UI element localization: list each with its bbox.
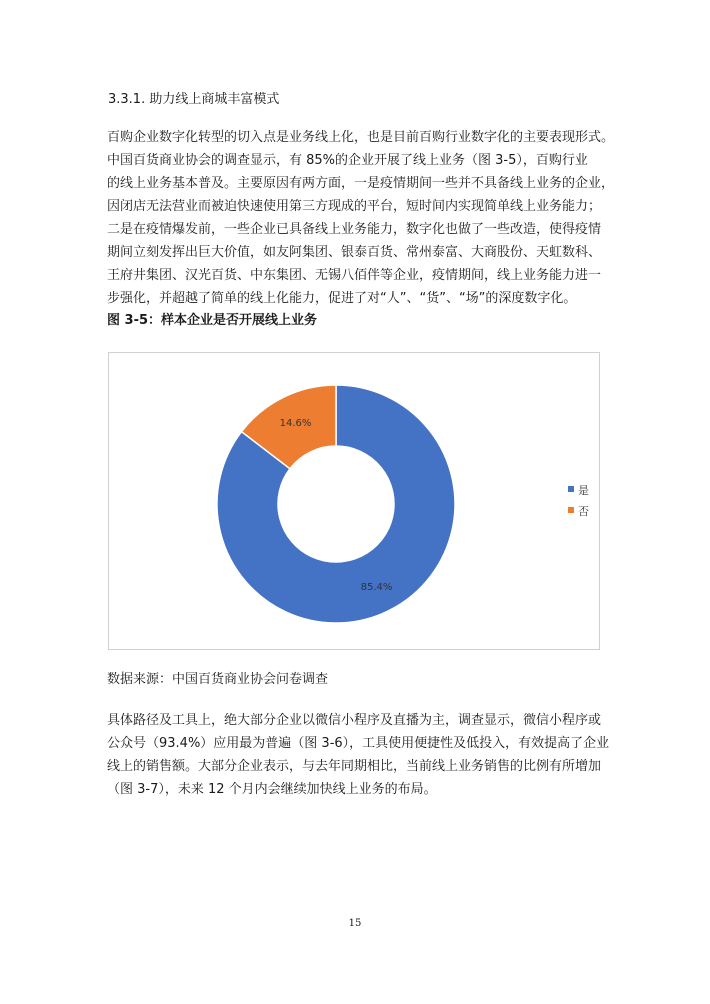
data-source-note: 数据来源：中国百货商业协会问卷调查 <box>107 672 329 687</box>
paragraph-line: 期间立刻发挥出巨大价值，如友阿集团、银泰百货、常州泰富、大商股份、天虹数科、 <box>107 245 602 260</box>
paragraph-line: 王府井集团、汉光百货、中东集团、无锡八佰伴等企业，疫情期间，线上业务能力进一 <box>107 268 602 283</box>
paragraph-line: 二是在疫情爆发前，一些企业已具备线上业务能力，数字化也做了一些改造，使得疫情 <box>107 222 602 237</box>
paragraph-line: 中国百货商业协会的调查显示，有 85%的企业开展了线上业务（图 3-5），百购行业 <box>107 153 588 168</box>
data-label: 14.6% <box>279 417 312 429</box>
legend-label: 是 <box>578 484 589 497</box>
figure-title: 图 3-5：样本企业是否开展线上业务 <box>107 313 318 328</box>
legend-swatch <box>568 507 574 513</box>
paragraph-line: 线上的销售额。大部分企业表示，与去年同期相比，当前线上业务销售的比例有所增加 <box>107 759 602 774</box>
legend-label: 否 <box>578 505 589 518</box>
paragraph-intro <box>107 126 617 310</box>
donut-chart <box>109 353 601 651</box>
paragraph-line: 的线上业务基本普及。主要原因有两方面，一是疫情期间一些并不具备线上业务的企业， <box>107 176 615 191</box>
paragraph-line: 因闭店无法营业而被迫快速使用第三方现成的平台，短时间内实现简单线上业务能力； <box>107 199 602 214</box>
paragraph-line: 具体路径及工具上，绝大部分企业以微信小程序及直播为主，调查显示，微信小程序或 <box>107 713 602 728</box>
legend-swatch <box>568 486 574 492</box>
section-heading: 3.3.1. 助力线上商城丰富模式 <box>108 92 280 107</box>
page-number: 15 <box>348 918 362 929</box>
paragraph-line: 公众号（93.4%）应用最为普遍（图 3-6），工具使用便捷性及低投入，有效提高了企业 <box>107 736 610 751</box>
data-label: 85.4% <box>360 582 393 594</box>
paragraph-line: （图 3-7），未来 12 个月内会继续加快线上业务的布局。 <box>107 782 437 797</box>
paragraph-line: 百购企业数字化转型的切入点是业务线上化，也是目前百购行业数字化的主要表现形式。 <box>107 130 615 145</box>
donut-chart-frame <box>108 352 600 650</box>
paragraph-line: 步强化，并超越了简单的线上化能力，促进了对“人”、“货”、“场”的深度数字化。 <box>107 291 577 306</box>
paragraph-tools <box>107 709 617 801</box>
